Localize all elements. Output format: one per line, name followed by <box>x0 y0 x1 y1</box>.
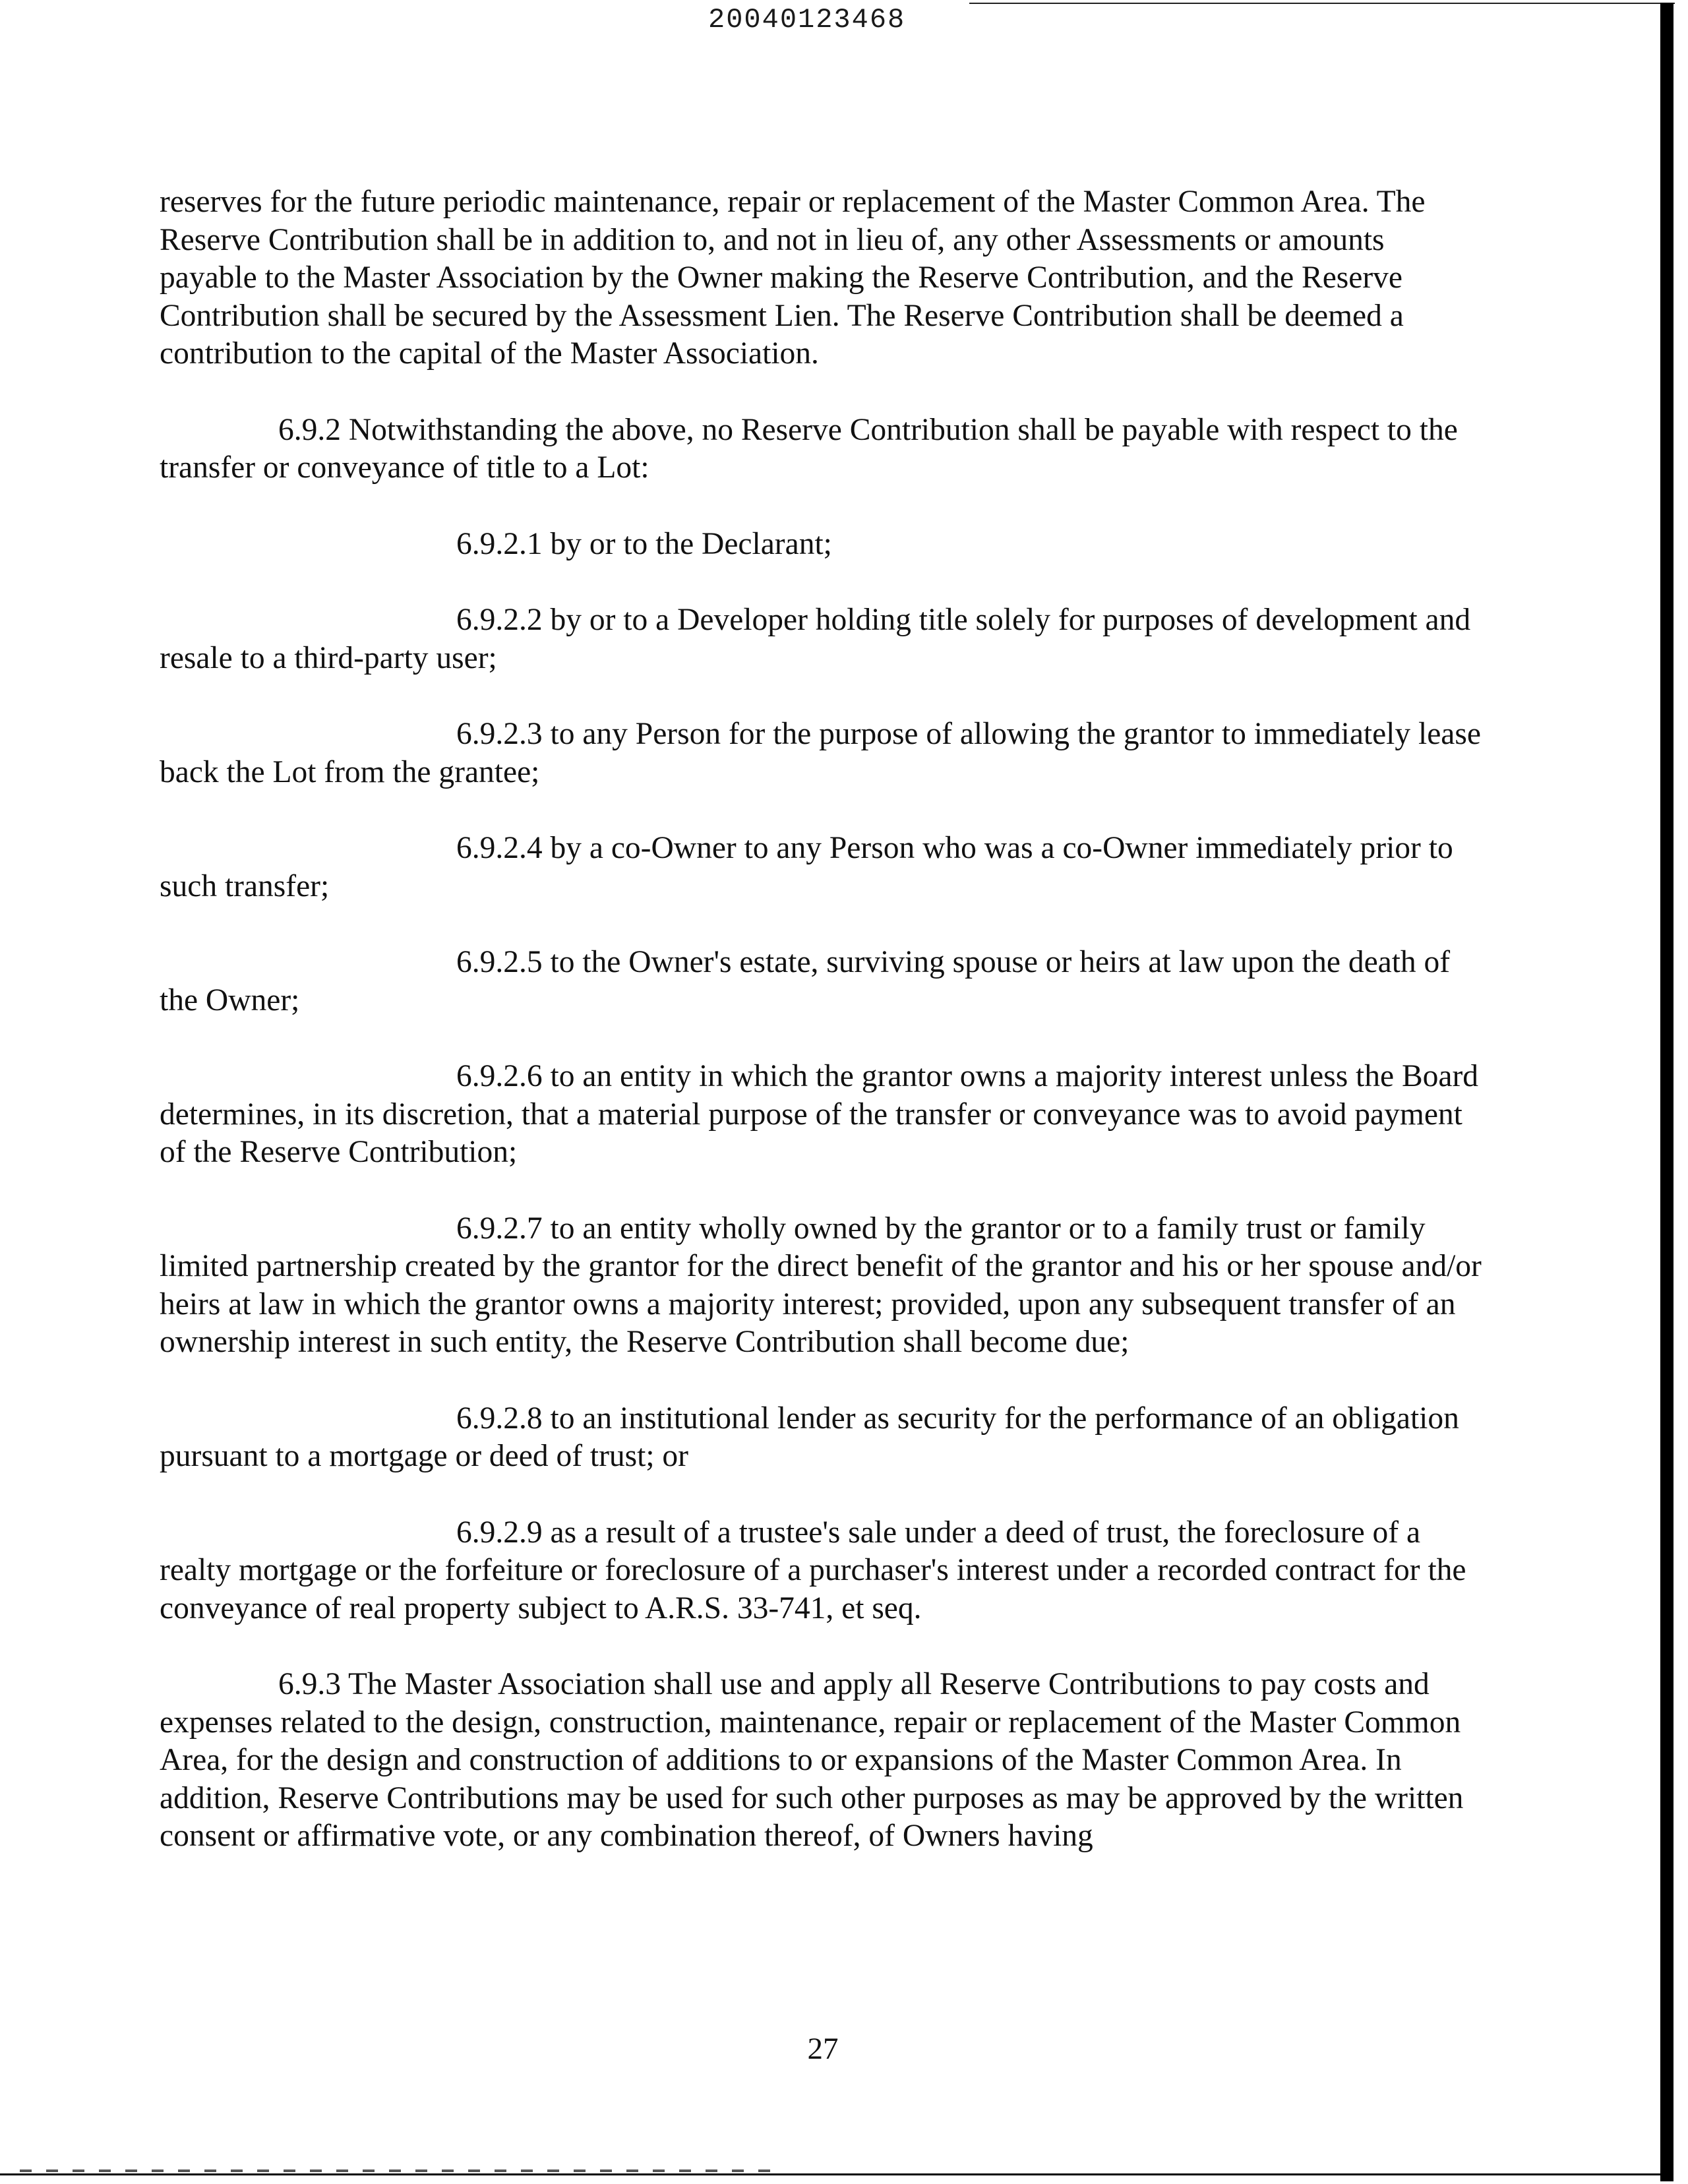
item-6-9-2-5: 6.9.2.5 to the Owner's estate, surviving spouse or heirs at law upon the death of the Owner; <box>160 945 1451 1017</box>
item-6-9-2-9: 6.9.2.9 as a result of a trustee's sale under a deed of trust, the foreclosure of a realty mortgage or the forfeiture or foreclosure of a purchaser's interest under a recorded contract for the conveyance of real property subject to A.R.S. 33-741, et seq. <box>160 1515 1466 1625</box>
item-6-9-2-3: 6.9.2.3 to any Person for the purpose of allowing the grantor to immediately lease back the Lot from the grantee; <box>160 717 1481 789</box>
item-6-9-2-2: 6.9.2.2 by or to a Developer holding title solely for purposes of development and resale to a third-party user; <box>160 603 1471 675</box>
item-6-9-2-7: 6.9.2.7 to an entity wholly owned by the grantor or to a family trust or family limited partnership created by the grantor for the direct benefit of the grantor and his or her spouse and/or heirs at law in which the grantor owns a majority interest; provided, upon any subsequent transfer of an ownership interest in such entity, the Reserve Contribution shall become due; <box>160 1211 1482 1359</box>
item-6-9-2-4: 6.9.2.4 by a co-Owner to any Person who was a co-Owner immediately prior to such transfer; <box>160 831 1453 903</box>
section-6-9-2: 6.9.2 Notwithstanding the above, no Reserve Contribution shall be payable with respect to the transfer or conveyance of title to a Lot: <box>160 412 1458 485</box>
section-6-9-3: 6.9.3 The Master Association shall use and apply all Reserve Contributions to pay costs and expenses related to the design, construction, maintenance, repair or replacement of the Master Common Area, for the design and construction of additions to or expansions of the Master Common Area. In addition, Reserve Contributions may be used for such other purposes as may be approved by the written consent or affirmative vote, or any combination thereof, of Owners having <box>160 1667 1464 1853</box>
scan-artifact-marks <box>20 2169 778 2172</box>
bottom-scan-border <box>0 2173 1660 2175</box>
item-6-9-2-1: 6.9.2.1 by or to the Declarant; <box>456 526 832 561</box>
recording-number: 20040123468 <box>708 4 906 36</box>
continuation-paragraph: reserves for the future periodic maintenance, repair or replacement of the Master Common Area. The Reserve Contribution shall be in addition to, and not in lieu of, any other Assessments or amounts payable to the Master Association by the Owner making the Reserve Contribution, and the Reserve Contribution shall be secured by the Assessment Lien. The Reserve Contribution shall be deemed a contribution to the capital of the Master Association. <box>160 185 1426 371</box>
page-number: 27 <box>807 2032 839 2066</box>
item-6-9-2-8: 6.9.2.8 to an institutional lender as security for the performance of an obligation pursuant to a mortgage or deed of trust; or <box>160 1401 1459 1473</box>
item-6-9-2-6: 6.9.2.6 to an entity in which the grantor owns a majority interest unless the Board determines, in its discretion, that a material purpose of the transfer or conveyance was to avoid payment of the Reserve Contribution; <box>160 1059 1479 1169</box>
right-scan-border <box>1660 3 1673 2181</box>
document-body <box>160 183 1482 1894</box>
top-border-line <box>969 3 1675 4</box>
